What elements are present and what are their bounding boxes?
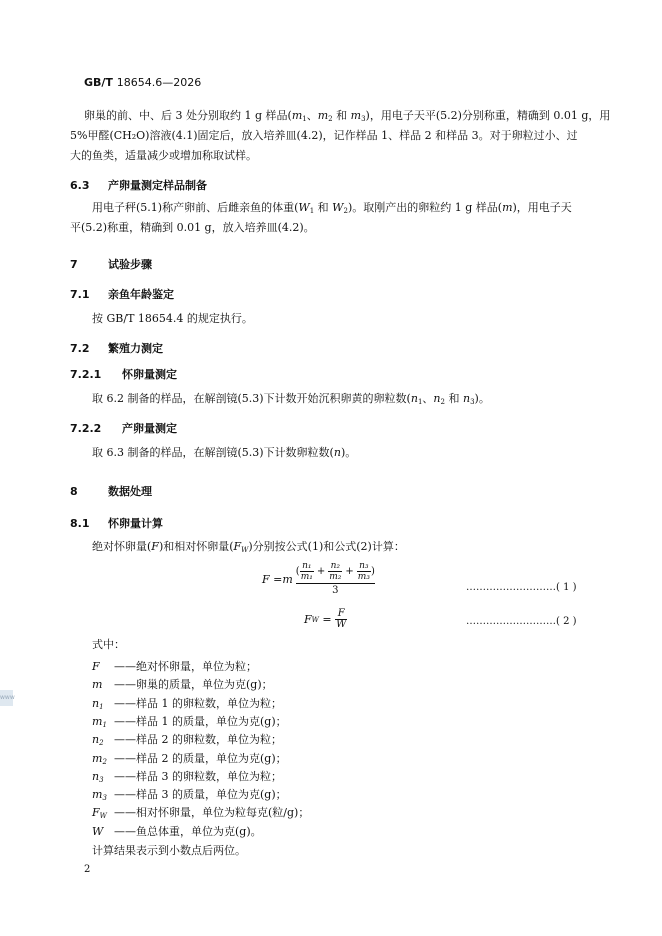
formula-1: F = m ( $\frac{\text{n₁}}{\text{m₁}}$ + $\frac{\text{n₂}}{\text{m₂}}$ + $\frac{\text{n₃}}{\text{m₃}}$ ) 3 [262,561,375,596]
definition-text: ——鱼总体重，单位为克(g)。 [114,824,262,838]
definition-symbol-letter: W [92,824,104,838]
standard-code: GB/T [84,76,113,89]
definition-symbol [92,657,114,677]
definition-symbol-subscript: 3 [99,775,104,784]
section-7-2-2-text: 取 6.3 制备的样品，在解剖镜(5.3)下计数卵粒数(n)。 [92,446,357,459]
definition-symbol-letter: F [92,806,100,820]
definition-text: ——样品 1 的卵粒数，单位为粒； [114,696,282,710]
definition-symbol-subscript: 3 [102,794,107,803]
section-6-3-line-1: 用电子秤(5.1)称产卵前、后雌亲鱼的体重($W_1$ 和 $W_2$)。取刚产出的卵粒约 1 g 样品(m)，用电子天 [92,201,572,215]
where-label: 式中： [92,638,125,651]
formula-1-number: ( 1 ) [556,582,577,593]
intro-paragraph-line-2: 5%甲醛(CH₂O)溶液(4.1)固定后，放入培养皿(4.2)，记作样品 1、样品 2 和样品 3。对于卵粒过小、过 [70,129,578,142]
formula-2-number: ( 2 ) [556,616,577,627]
section-8-1-intro: 绝对怀卵量(F)和相对怀卵量$(F_W)$分别按公式(1)和公式(2)计算： [92,540,405,554]
section-7-2-2-heading: 7.2.2 产卵量测定 [70,422,177,435]
definition-text: ——相对怀卵量，单位为粒每克(粒/g)； [114,806,310,820]
section-8-1-heading: 8.1 怀卵量计算 [70,517,163,530]
section-7-1-text: 按 GB/T 18654.4 的规定执行。 [92,312,253,325]
definition-text: ——绝对怀卵量，单位为粒； [114,660,257,673]
section-7-2-heading: 7.2 繁殖力测定 [70,342,163,355]
definition-symbol-letter: n [92,733,100,747]
definition-symbol-letter: F [92,660,100,673]
formula-1-dots: ……………………… [466,582,556,593]
definition-text: ——样品 2 的质量，单位为克(g)； [114,751,287,765]
formula-2-dots: ……………………… [466,616,556,627]
definition-symbol [92,822,114,842]
definition-symbol-subscript: 1 [102,720,107,729]
section-7-2-1-heading: 7.2.1 怀卵量测定 [70,368,177,381]
definition-text: ——样品 3 的质量，单位为克(g)； [114,788,287,802]
section-6-3-heading: 6.3 产卵量测定样品制备 [70,179,207,192]
page-number: 2 [84,864,91,875]
definition-item [92,657,257,677]
definition-symbol-letter: m [92,714,103,728]
result-note: 计算结果表示到小数点后两位。 [92,844,246,857]
formula-2: F W = $\frac{F}{W}$ [304,608,347,630]
intro-paragraph-line-1: 卵巢的前、中、后 3 处分别取约 1 g 样品($m_1$、$m_2$ 和 $m_3$)，用电子天平(5.2)分别称重，精确到 0.01 g，用 [84,109,611,123]
definition-item [92,822,262,842]
section-7-heading: 7 试验步骤 [70,258,152,271]
definition-symbol-subscript: 2 [99,739,104,748]
definition-symbol-letter: m [92,751,103,765]
definition-symbol-subscript: W [99,812,107,821]
definition-text: ——样品 3 的卵粒数，单位为粒； [114,769,282,783]
section-7-2-1-text: 取 6.2 制备的样品，在解剖镜(5.3)下计数开始沉积卵黄的卵粒数($n_1$、$n_2$ 和 $n_3$)。 [92,392,490,406]
definition-text: ——样品 2 的卵粒数，单位为粒； [114,733,282,747]
definition-symbol [92,675,114,695]
side-watermark-tab: www [0,690,13,706]
section-6-3-line-2: 平(5.2)称重，精确到 0.01 g，放入培养皿(4.2)。 [70,221,315,234]
document-header [84,76,201,89]
definition-symbol-letter: m [92,788,103,802]
definition-symbol-letter: n [92,696,100,710]
standard-number: 18654.6—2026 [116,76,202,89]
definition-symbol-subscript: 2 [102,757,107,766]
definition-symbol-letter: n [92,769,100,783]
definition-symbol-subscript: 1 [99,702,104,711]
definition-text: ——样品 1 的质量，单位为克(g)； [114,714,287,728]
formula-1-fraction: ( $\frac{\text{n₁}}{\text{m₁}}$ + $\frac{\text{n₂}}{\text{m₂}}$ + $\frac{\text{n₃}}{\text{m₃}}$ ) 3 [295,561,375,596]
definition-text: ——卵巢的质量，单位为克(g)； [114,678,273,692]
definition-item [92,675,273,695]
section-7-1-heading: 7.1 亲鱼年龄鉴定 [70,288,174,301]
definition-symbol-letter: m [92,678,103,692]
intro-paragraph-line-3: 大的鱼类，适量减少或增加称取试样。 [70,149,257,162]
section-8-heading: 8 数据处理 [70,485,152,498]
